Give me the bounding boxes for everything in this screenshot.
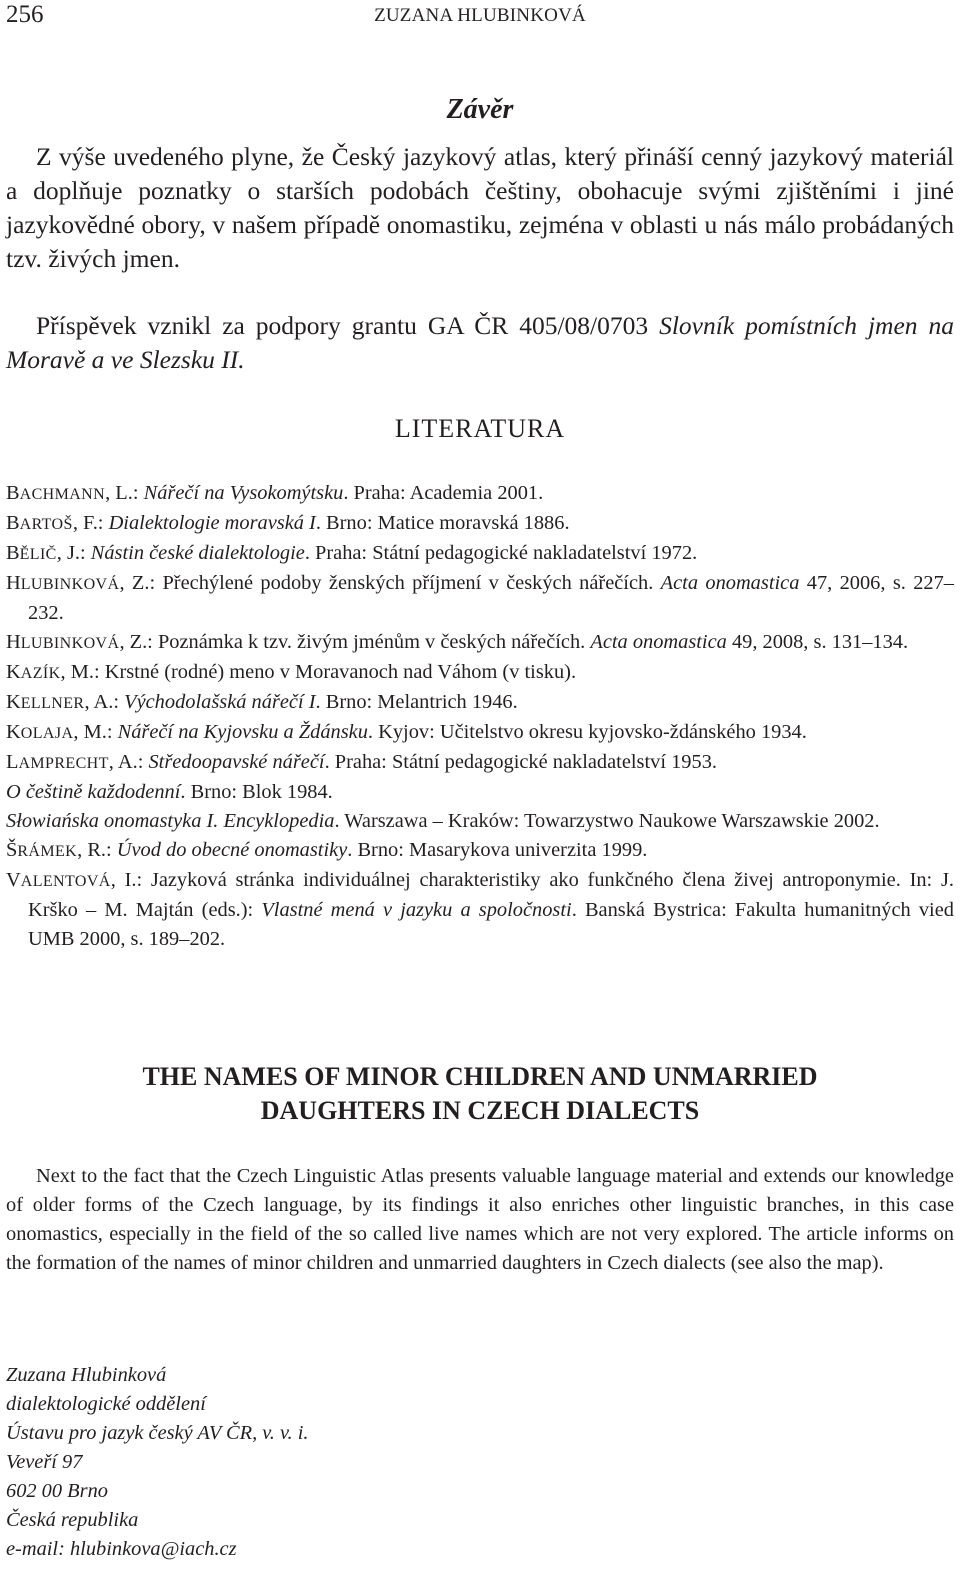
reference-author-smallcaps: ELLNER bbox=[20, 695, 85, 712]
reference-author-initial: K bbox=[6, 721, 21, 743]
reference-text: , M.: bbox=[73, 721, 118, 743]
reference-author-smallcaps: OLAJA bbox=[20, 725, 74, 742]
acknowledgement-paragraph bbox=[6, 309, 954, 377]
reference-list bbox=[6, 479, 954, 954]
reference-tail: . Praha: Academia 2001. bbox=[343, 482, 544, 504]
reference-item bbox=[6, 778, 954, 807]
reference-item bbox=[6, 628, 954, 658]
reference-tail: . Brno: Matice moravská 1886. bbox=[315, 512, 570, 534]
reference-author-smallcaps: AMPRECHT bbox=[18, 755, 109, 772]
reference-item bbox=[6, 866, 954, 954]
reference-title: Nářečí na Kyjovsku a Ždánsku bbox=[117, 721, 368, 743]
reference-title: Úvod do obecné onomastiky bbox=[116, 839, 348, 861]
reference-tail: . Banská Bystrica: Fakulta humanitných vied UMB 2000, s. 189–202. bbox=[28, 899, 954, 950]
reference-tail: . Brno: Melantrich 1946. bbox=[315, 691, 518, 713]
reference-author-initial: B bbox=[6, 512, 20, 534]
reference-item bbox=[6, 807, 954, 836]
acknowledgement-project-title: Slovník pomístních jmen na Moravě a ve Slezsku II. bbox=[6, 311, 954, 374]
reference-title: Nářečí na Vysokomýtsku bbox=[143, 482, 344, 504]
english-title-line-1: THE NAMES OF MINOR CHILDREN AND UNMARRIED bbox=[142, 1062, 818, 1091]
page-number: 256 bbox=[6, 1, 44, 28]
reference-text: , J.: bbox=[56, 542, 91, 564]
reference-item bbox=[6, 479, 954, 509]
reference-tail: 47, 2006, s. 227–232. bbox=[28, 572, 955, 624]
running-head-author: ZUZANA HLUBINKOVÁ bbox=[374, 5, 586, 26]
reference-tail: . Kyjov: Učitelstvo okresu kyjovsko-ždánského 1934. bbox=[367, 721, 807, 743]
reference-item bbox=[6, 718, 954, 748]
address-line: dialektologické oddělení bbox=[6, 1393, 206, 1415]
reference-title: Středoopavské nářečí bbox=[148, 751, 325, 773]
reference-item bbox=[6, 688, 954, 718]
reference-author-initial: V bbox=[6, 869, 21, 891]
reference-text: , F.: bbox=[72, 512, 109, 534]
author-address bbox=[6, 1361, 706, 1564]
english-title-line-2: DAUGHTERS IN CZECH DIALECTS bbox=[260, 1096, 700, 1125]
reference-tail: . Praha: Státní pedagogické nakladatelství 1972. bbox=[304, 542, 698, 564]
reference-item bbox=[6, 509, 954, 539]
reference-tail: . Brno: Masarykova univerzita 1999. bbox=[347, 839, 648, 861]
address-line: e-mail: hlubinkova@iach.cz bbox=[6, 1538, 237, 1560]
reference-title: Słowiańska onomastyka I. Encyklopedia bbox=[6, 810, 335, 832]
english-title bbox=[0, 1060, 960, 1128]
reference-title: Východolašská nářečí I bbox=[124, 691, 316, 713]
reference-author-smallcaps: ĚLIČ bbox=[19, 546, 57, 563]
reference-author-smallcaps: AZÍK bbox=[20, 665, 61, 682]
reference-title: Dialektologie moravská I bbox=[108, 512, 316, 534]
reference-author-initial: L bbox=[6, 751, 19, 773]
reference-author-initial: B bbox=[6, 482, 20, 504]
reference-author-initial: K bbox=[6, 661, 21, 683]
reference-author-initial: K bbox=[6, 691, 21, 713]
reference-item bbox=[6, 748, 954, 778]
address-line: Česká republika bbox=[6, 1509, 139, 1531]
reference-text: , Z.: Poznámka k tzv. živým jménům v českých nářečích. bbox=[119, 631, 591, 653]
reference-item bbox=[6, 836, 954, 866]
reference-title: Nástin české dialektologie bbox=[90, 542, 305, 564]
reference-author-initial: B bbox=[6, 542, 20, 564]
reference-title: Vlastné mená v jazyku a spoločnosti bbox=[261, 899, 572, 921]
address-line: Veveří 97 bbox=[6, 1451, 83, 1473]
reference-tail: . Warszawa – Kraków: Towarzystwo Naukowe Warszawskie 2002. bbox=[334, 810, 880, 832]
reference-text: , Z.: Přechýlené podoby ženských příjmení v českých nářečích. bbox=[119, 572, 661, 594]
reference-author-smallcaps: ACHMANN bbox=[19, 486, 106, 503]
reference-title: Acta onomastica bbox=[590, 631, 727, 653]
reference-author-smallcaps: ARTOŠ bbox=[19, 516, 73, 533]
reference-item bbox=[6, 569, 954, 628]
reference-item bbox=[6, 658, 954, 688]
reference-author-initial: H bbox=[6, 631, 21, 653]
running-head bbox=[6, 0, 954, 32]
reference-tail: 49, 2008, s. 131–134. bbox=[726, 631, 909, 653]
reference-title: Acta onomastica bbox=[660, 572, 800, 594]
reference-text: , M.: Krstné (rodné) meno v Moravanoch nad Váhom (v tisku). bbox=[60, 661, 577, 683]
address-line: 602 00 Brno bbox=[6, 1480, 108, 1502]
acknowledgement-text: Příspěvek vznikl za podpory grantu GA ČR 405/08/0703 bbox=[36, 311, 660, 340]
reference-text: , A.: bbox=[84, 691, 125, 713]
reference-author-smallcaps: RÁMEK bbox=[17, 843, 78, 860]
reference-text: , L.: bbox=[105, 482, 144, 504]
reference-author-smallcaps: LUBINKOVÁ bbox=[20, 576, 120, 593]
reference-title: O češtině každodenní bbox=[6, 781, 181, 803]
literature-heading: LITERATURA bbox=[394, 414, 566, 443]
address-line: Zuzana Hlubinková bbox=[6, 1364, 167, 1386]
address-line: Ústavu pro jazyk český AV ČR, v. v. i. bbox=[6, 1422, 309, 1444]
english-abstract: Next to the fact that the Czech Linguistic Atlas presents valuable language material and extends our knowledge of older forms of the Czech language, by its findings it also enriches other linguistic branches, in this case onomastics, especially in the field of the so called live names which are not very explored. The article informs on the formation of the names of minor children and unmarried daughters in Czech dialects (see also the map). bbox=[6, 1165, 954, 1274]
reference-author-smallcaps: LUBINKOVÁ bbox=[20, 635, 120, 652]
reference-author-smallcaps: ALENTOVÁ bbox=[20, 873, 111, 890]
reference-tail: . Praha: Státní pedagogické nakladatelství 1953. bbox=[324, 751, 717, 773]
reference-author-initial: Š bbox=[6, 839, 18, 861]
conclusion-heading: Závěr bbox=[446, 94, 514, 126]
reference-author-initial: H bbox=[6, 572, 21, 594]
reference-text: , A.: bbox=[108, 751, 149, 773]
conclusion-paragraph: Z výše uvedeného plyne, že Český jazykový atlas, který přináší cenný jazykový materiál a doplňuje poznatky o starších podobách češtiny, obohacuje svými zjištěními i jiné jazykovědné obory, v našem případě onomastiku, zejména v oblasti u nás málo probádaných tzv. živých jmen. bbox=[6, 142, 954, 273]
reference-tail: . Brno: Blok 1984. bbox=[180, 781, 333, 803]
reference-text: , I.: Jazyková stránka individuálnej charakteristiky ako funkčného člena živej antroponymie. In: J. Krško – M. Majtán (eds.): bbox=[28, 869, 954, 921]
reference-item bbox=[6, 539, 954, 569]
reference-text: , R.: bbox=[77, 839, 117, 861]
